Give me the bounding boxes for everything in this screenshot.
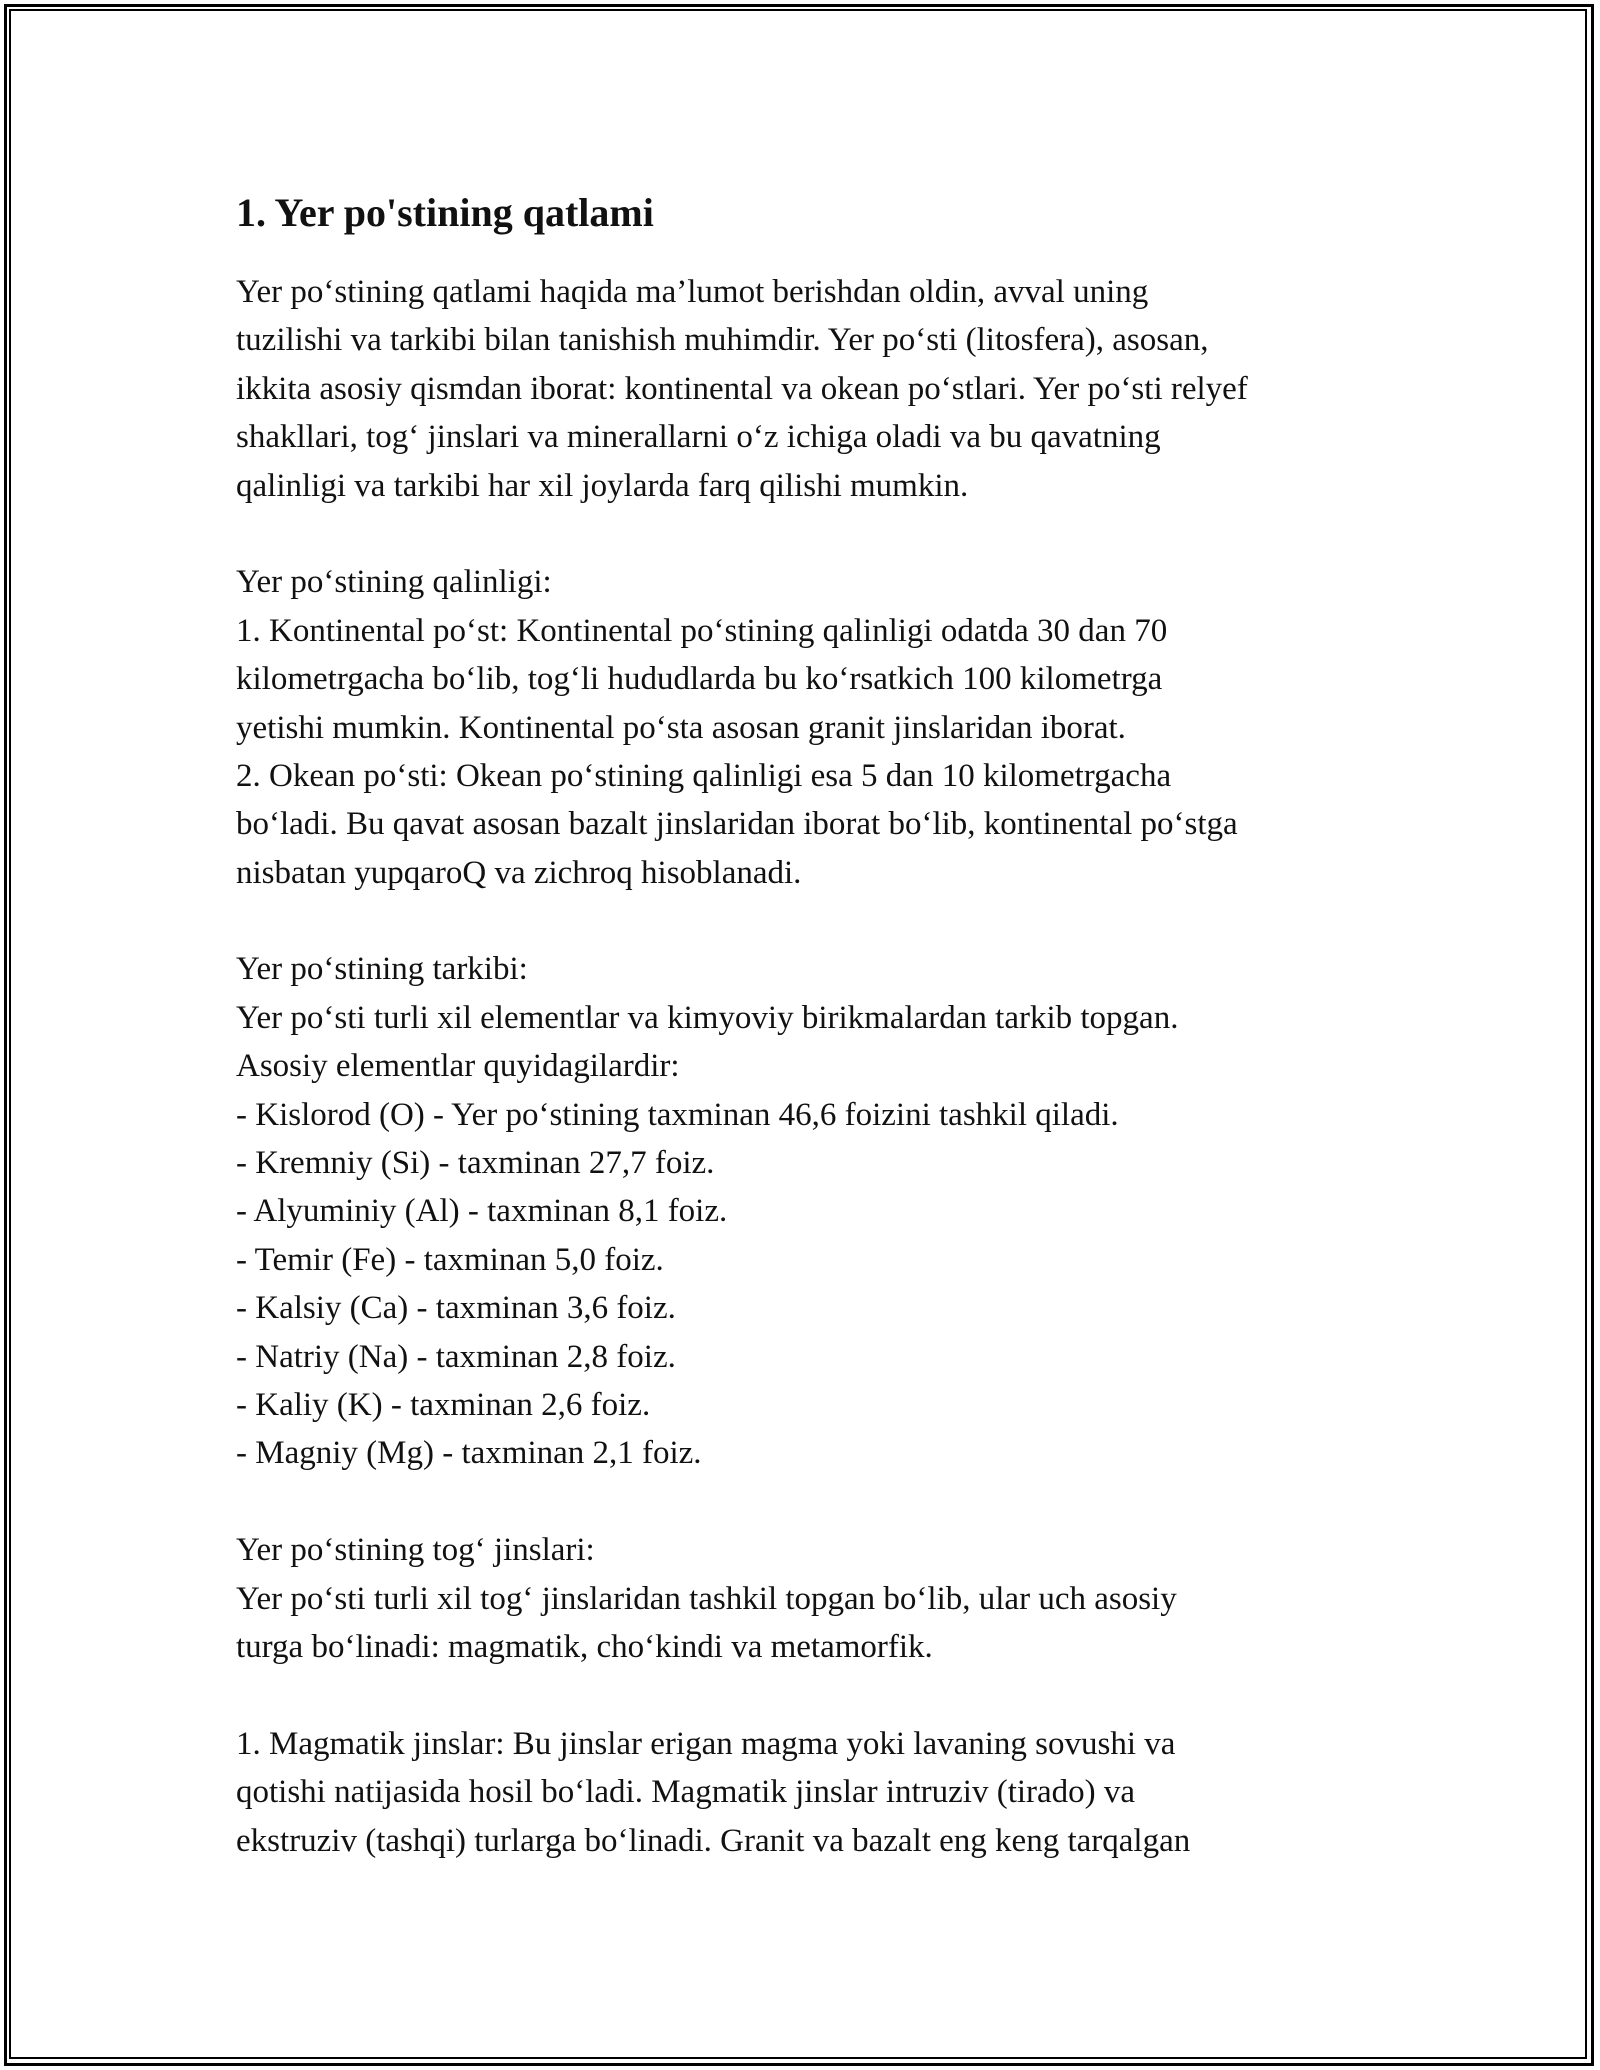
text-line: yetishi mumkin. Kontinental po‘sta asosan granit jinslaridan iborat.	[236, 709, 1126, 746]
text-line: - Magniy (Mg) - taxminan 2,1 foiz.	[236, 1435, 702, 1472]
document-body	[236, 188, 1386, 1865]
text-line: 2. Okean po‘sti: Okean po‘stining qalinligi esa 5 dan 10 kilometrgacha	[236, 757, 1172, 794]
text-line: - Temir (Fe) - taxminan 5,0 foiz.	[236, 1241, 664, 1278]
text-line: - Kremniy (Si) - taxminan 27,7 foiz.	[236, 1145, 715, 1182]
text-line: nisbatan yupqaroQ va zichroq hisoblanadi.	[236, 854, 802, 891]
text-line: Yer po‘stining qatlami haqida ma’lumot berishdan oldin, avval uning	[236, 274, 1149, 310]
text-line: shakllari, tog‘ jinslari va minerallarni o‘z ichiga oladi va bu qavatning	[236, 419, 1161, 456]
page-title: 1. Yer po'stining qatlami	[236, 190, 654, 235]
text-line: ikkita asosiy qismdan iborat: kontinental va okean po‘stlari. Yer po‘sti relyef	[236, 370, 1248, 407]
text-line: kilometrgacha bo‘lib, tog‘li hududlarda bu ko‘rsatkich 100 kilometrga	[236, 661, 1163, 698]
text-line: turga bo‘linadi: magmatik, cho‘kindi va metamorfik.	[236, 1628, 933, 1665]
blank-line	[236, 1671, 1386, 1719]
text-line: 1. Magmatik jinslar: Bu jinslar erigan magma yoki lavaning sovushi va	[236, 1725, 1176, 1762]
text-line: Yer po‘sti turli xil tog‘ jinslaridan tashkil topgan bo‘lib, ular uch asosiy	[236, 1580, 1177, 1617]
text-line: - Kaliy (K) - taxminan 2,6 foiz.	[236, 1386, 651, 1423]
text-line: Yer po‘stining qalinligi:	[236, 564, 552, 601]
text-line: 1. Kontinental po‘st: Kontinental po‘stining qalinligi odatda 30 dan 70	[236, 612, 1168, 649]
text-line: tuzilishi va tarkibi bilan tanishish muhimdir. Yer po‘sti (litosfera), asosan,	[236, 322, 1209, 359]
blank-line	[236, 897, 1386, 945]
text-line: qotishi natijasida hosil bo‘ladi. Magmatik jinslar intruziv (tirado) va	[236, 1774, 1136, 1811]
text-line: ekstruziv (tashqi) turlarga bo‘linadi. Granit va bazalt eng keng tarqalgan	[236, 1822, 1191, 1859]
text-line: Yer po‘stining tog‘ jinslari:	[236, 1532, 595, 1569]
text-line: qalinligi va tarkibi har xil joylarda farq qilishi mumkin.	[236, 467, 969, 504]
text-line: Asosiy elementlar quyidagilardir:	[236, 1048, 680, 1085]
text-line: Yer po‘sti turli xil elementlar va kimyoviy birikmalardan tarkib topgan.	[236, 999, 1179, 1036]
text-line: - Natriy (Na) - taxminan 2,8 foiz.	[236, 1338, 676, 1375]
text-line: - Alyuminiy (Al) - taxminan 8,1 foiz.	[236, 1193, 728, 1230]
text-line: - Kalsiy (Ca) - taxminan 3,6 foiz.	[236, 1290, 676, 1327]
text-line: bo‘ladi. Bu qavat asosan bazalt jinslaridan iborat bo‘lib, kontinental po‘stga	[236, 806, 1238, 843]
text-line: - Kislorod (O) - Yer po‘stining taxminan 46,6 foizini tashkil qiladi.	[236, 1096, 1119, 1133]
blank-line	[236, 510, 1386, 558]
text-line: Yer po‘stining tarkibi:	[236, 951, 528, 988]
blank-line	[236, 1478, 1386, 1526]
text-body	[236, 268, 1386, 1865]
